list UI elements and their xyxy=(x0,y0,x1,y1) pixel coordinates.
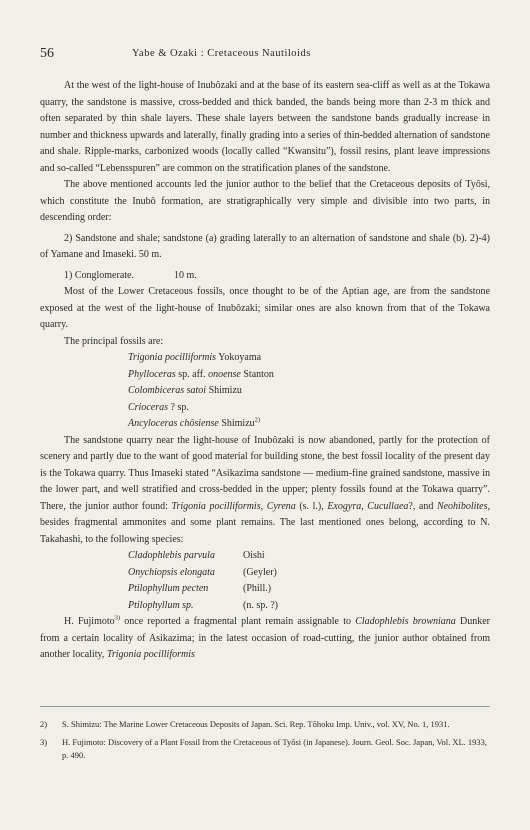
footnote-divider xyxy=(40,706,490,707)
list-item: Cladophlebis parvula Oishi xyxy=(128,550,265,561)
paragraph: The above mentioned accounts led the junior author to the belief that the Cretaceous deposits of Tyôsi, which constitute the Inubô formation, are stratigraphically very simple and divisible into two parts, in descending order: xyxy=(40,179,490,223)
paragraph: The sandstone quarry near the light-house of Inubôzaki is now abandoned, partly for the protection of scenery and partly due to the want of good material for building stone, the best fossil locality of the present day is the Tokawa quarry. Thus Imaseki stated “Asikazima sandstone — medium-fine grained sandstone, massive in the lower part, and well stratified and cross-bedded in the upper; plenty fossils found at the Tokawa quarry”. There, the junior author found: Trigonia pocilliformis, Cyrena (s. l.), Exogyra, Cucullaea?, and Neohibolites, besides fragmental ammonites and some plant remains. The last mentioned ones belong, according to N. Takahashi, to the following species: xyxy=(40,434,490,545)
list-item: Phylloceras sp. aff. onoense Stanton xyxy=(128,368,274,380)
paragraph: 1) Conglomerate. 10 m. xyxy=(64,269,197,281)
paragraph: Most of the Lower Cretaceous fossils, once thought to be of the Aptian age, are from the sandstone exposed at the west of the light-house of Inubôzaki; similar ones are also known from that of the Tokawa quarry. xyxy=(40,286,490,330)
list-item: Colombiceras satoi Shimizu xyxy=(128,385,242,396)
plant-list xyxy=(128,548,490,614)
list-item: Onychiopsis elongata (Geyler) xyxy=(128,566,277,578)
page-header xyxy=(40,46,490,64)
footnote-number: 2) xyxy=(40,719,48,729)
footnote xyxy=(40,718,490,731)
list-item: Crioceras ? sp. xyxy=(128,401,189,413)
main-text xyxy=(40,78,490,664)
paragraph: H. Fujimoto$^{3)}$ once reported a fragmental plant remain assignable to Cladophlebis browniana Dunker from a certain locality of Asikazima; in the latest occasion of road-cutting, the junior author obtained from another locality, Trigonia pocilliformis xyxy=(40,614,490,660)
list-item: Ptilophyllum pecten (Phill.) xyxy=(128,583,272,594)
footnote-text: H. Fujimoto: Discovery of a Plant Fossil from the Cretaceous of Tyôsi (in Japanese). Journ. Geol. Soc. Japan, Vol. XL. 1933, p. 490. xyxy=(62,737,488,760)
list-item: Ptilophyllum sp. (n. sp. ?) xyxy=(128,599,278,611)
fossil-list xyxy=(128,350,490,433)
list-item: Trigonia pocilliformis Yokoyama xyxy=(128,352,262,363)
page-number: 56 xyxy=(40,46,54,61)
footnote xyxy=(40,736,490,762)
paragraph: The principal fossils are: xyxy=(64,335,164,347)
paragraph: 2) Sandstone and shale; sandstone (a) grading laterally to an alternation of sandstone and shale (b). 2)-4) of Yamane and Imaseki. 50 m. xyxy=(40,232,490,260)
paragraph: At the west of the light-house of Inubôzaki and at the base of its eastern sea-cliff as well as at the Tokawa quarry, the sandstone is massive, cross-bedded and thick banded, the bands being more than 2-3 m thick and often separated by thin shale layers. These shale layers between the sandstone bands gradually increase in number and thickness upwards and laterally, finally grading into a series of thin-bedded alternation of sandstone and shale. Ripple-marks, carbonized woods (locally called “Kwansitu”), fossil resins, plant leave impressions and so-called “Lebensspuren” are common on the stratification planes of the sandstone. xyxy=(40,80,490,174)
list-item: Ancyloceras chôsiense Shimizu$^{2)}$ xyxy=(128,416,261,429)
footnote-ref: 2) xyxy=(254,416,261,424)
footnote-ref: 3) xyxy=(114,614,121,622)
footnote-number: 3) xyxy=(40,737,48,747)
footnote-text: S. Shimizu: The Marine Lower Cretaceous Deposits of Japan. Sci. Rep. Tôhoku Imp. Univ., vol. XV, No. 1, 1931. xyxy=(62,719,450,729)
running-title: Yabe & Ozaki : Cretaceous Nautiloids xyxy=(132,48,311,59)
footnotes xyxy=(40,718,490,767)
